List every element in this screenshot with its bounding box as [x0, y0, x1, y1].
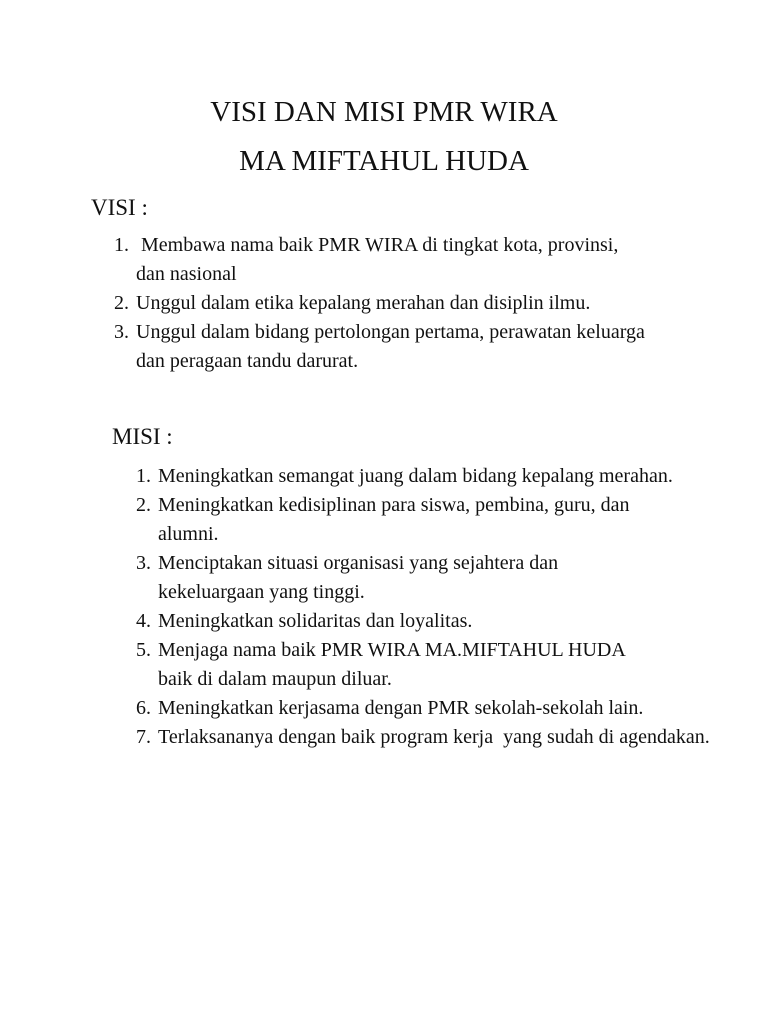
list-item-text: Unggul dalam bidang pertolongan pertama, perawatan keluarga dan peragaan tandu darurat.: [136, 321, 645, 372]
list-item-number: 7.: [136, 726, 151, 748]
list-item-number: 5.: [136, 639, 151, 661]
list-item: [136, 723, 718, 752]
list-item: [114, 318, 666, 376]
list-item-number: 2.: [136, 494, 151, 516]
list-item-text: Meningkatkan kerjasama dengan PMR sekolah-sekolah lain.: [158, 697, 644, 719]
list-item: [136, 549, 648, 607]
list-item-number: 4.: [136, 610, 151, 632]
list-item-number: 6.: [136, 697, 151, 719]
list-item: [136, 462, 688, 491]
list-item: [136, 607, 696, 636]
list-item-number: 1.: [136, 465, 151, 487]
list-item: [114, 289, 674, 318]
list-item-text: Unggul dalam etika kepalang merahan dan disiplin ilmu.: [136, 292, 591, 314]
document-title: VISI DAN MISI PMR WIRA: [210, 96, 558, 128]
list-item-text: Meningkatkan semangat juang dalam bidang kepalang merahan.: [158, 465, 673, 487]
list-item-number: 3.: [114, 321, 129, 343]
list-item-text: Menjaga nama baik PMR WIRA MA.MIFTAHUL HUDA baik di dalam maupun diluar.: [158, 639, 625, 690]
visi-list: [114, 231, 674, 376]
list-item-text: Menciptakan situasi organisasi yang sejahtera dan kekeluargaan yang tinggi.: [158, 552, 559, 603]
list-item-number: 2.: [114, 292, 129, 314]
list-item-number: 1.: [114, 234, 129, 256]
document-subtitle: MA MIFTAHUL HUDA: [239, 145, 529, 177]
list-item: [136, 636, 648, 694]
list-item: [136, 694, 718, 723]
list-item: [114, 231, 636, 289]
misi-list: [136, 462, 710, 752]
list-item: [136, 491, 688, 549]
list-item-text: Meningkatkan kedisiplinan para siswa, pembina, guru, dan alumni.: [158, 494, 630, 545]
list-item-text: Meningkatkan solidaritas dan loyalitas.: [158, 610, 473, 632]
list-item-text: Terlaksananya dengan baik program kerja yang sudah di agendakan.: [158, 726, 710, 748]
list-item-number: 3.: [136, 552, 151, 574]
misi-heading: MISI :: [112, 424, 173, 449]
list-item-text: Membawa nama baik PMR WIRA di tingkat kota, provinsi, dan nasional: [136, 234, 624, 285]
visi-heading: VISI :: [91, 195, 148, 220]
